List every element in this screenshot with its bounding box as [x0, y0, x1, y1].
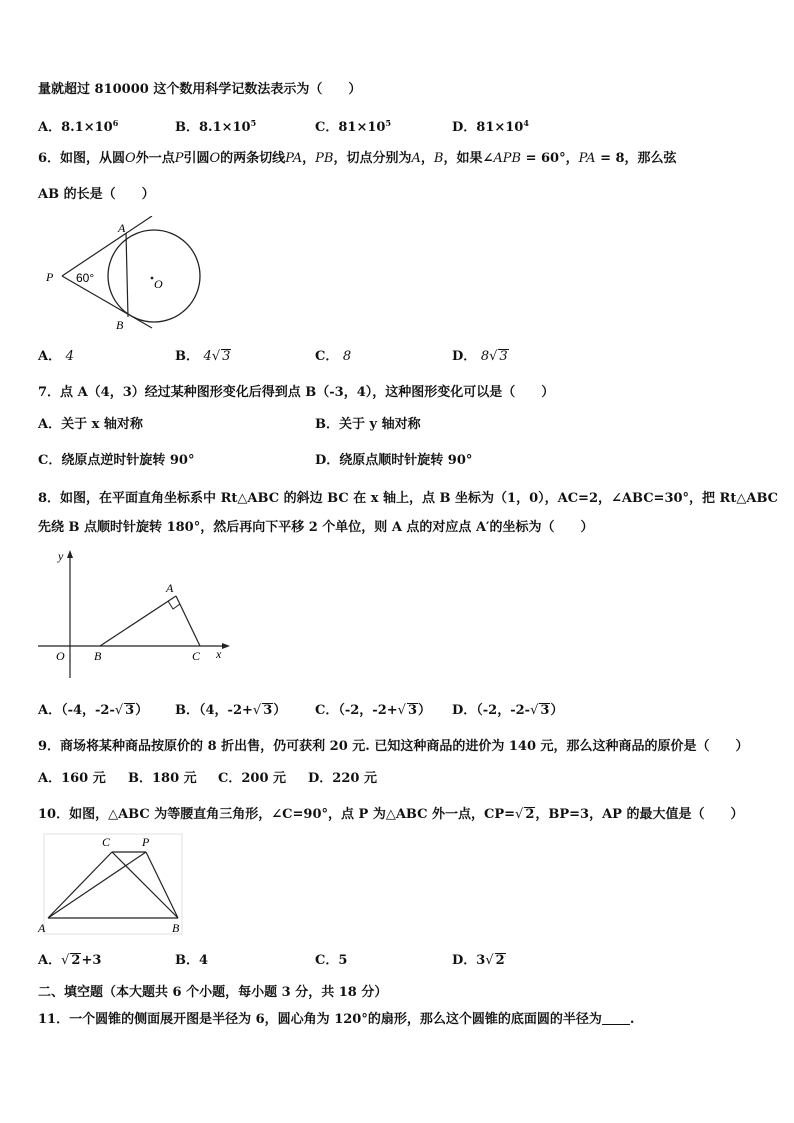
q5-option-c: C．$81\times 10^5$ — [315, 118, 392, 135]
q5-option-b: B．$8.1\times 10^5$ — [175, 118, 257, 135]
q8-figure — [36, 548, 236, 680]
q10-segment-ap — [48, 852, 146, 918]
q6-option-c: C． 8 — [315, 349, 352, 364]
q10-option-b: B．4 — [175, 953, 209, 968]
q8-option-d: D．（-2，-2-√ 3） — [452, 703, 564, 718]
q7-stem: 7．点 A（4，3）经过某种图形变化后得到点 B（-3，4），这种图形变化可以是（ ） — [38, 385, 555, 400]
q10-side-cb — [112, 852, 178, 918]
q8-label-o: O — [56, 649, 65, 663]
q10-stem: 10．如图，△ABC 为等腰直角三角形，∠C=90°，点 P 为△ABC 外一点，CP=√ 2，BP=3，AP 的最大值是（ ） — [38, 807, 744, 822]
q7-option-b: B．关于 y 轴对称 — [315, 417, 421, 432]
section2-title: 二、填空题（本大题共 6 个小题，每小题 3 分，共 18 分） — [38, 985, 388, 1000]
q10-option-d: D．3√ 2 — [452, 953, 505, 968]
q6-tangent-pa — [62, 216, 152, 276]
q8-side-ba — [100, 596, 176, 646]
q8-label-y: y — [58, 549, 64, 563]
q7-option-a: A．关于 x 轴对称 — [38, 417, 143, 432]
q10-label-b: B — [172, 921, 180, 935]
q9-option-c: C．200 元 — [218, 771, 287, 786]
q8-side-ac — [176, 596, 200, 646]
q9-option-a: A．160 元 — [38, 771, 106, 786]
q10-side-ac — [48, 852, 112, 918]
q6-stem-line1: 6．如图，从圆O外一点P引圆O的两条切线PA，PB，切点分别为A，B，如果∠APB = 60°，PA = 8，那么弦 — [38, 151, 677, 166]
q6-label-p: P — [46, 270, 54, 284]
q8-label-b: B — [94, 649, 102, 663]
q8-stem-line2: 先绕 B 点顺时针旋转 180°，然后再向下平移 2 个单位，则 A 点的对应点 A′的坐标为（ ） — [38, 520, 594, 535]
q6-option-d: D． 8√ 3 — [452, 349, 508, 364]
q10-label-p: P — [142, 835, 150, 849]
q10-option-c: C．5 — [315, 953, 348, 968]
q6-option-a: A． 4 — [38, 349, 74, 364]
q8-label-x: x — [216, 647, 222, 661]
q9-option-b: B．180 元 — [128, 771, 197, 786]
q8-option-a: A．（-4，-2-√ 3） — [38, 703, 149, 718]
q7-option-c: C．绕原点逆时针旋转 90° — [38, 453, 195, 468]
q7-option-d: D．绕原点顺时针旋转 90° — [315, 453, 473, 468]
q8-right-angle-mark — [168, 601, 180, 609]
q10-option-a: A．√ 2+3 — [38, 953, 102, 968]
q9-option-d: D．220 元 — [308, 771, 377, 786]
q10-segment-pb — [146, 852, 178, 918]
q5-stem: 量就超过 810000 这个数用科学记数法表示为（ ） — [38, 82, 362, 97]
q5-option-a: A．$8.1\times 10^6$ — [38, 118, 119, 135]
q10-label-a: A — [38, 921, 46, 935]
q6-label-a: A — [118, 221, 126, 235]
q6-label-o: O — [154, 277, 163, 291]
q10-label-c: C — [102, 835, 111, 849]
q8-y-arrow — [67, 550, 73, 558]
q8-x-arrow — [222, 643, 230, 649]
q6-angle-label: 60° — [76, 271, 95, 285]
q6-stem-line2: AB 的长是（ ） — [38, 187, 155, 202]
q6-figure — [38, 216, 208, 336]
q9-stem: 9．商场将某种商品按原价的 8 折出售，仍可获利 20 元. 已知这种商品的进价为 140 元，那么这种商品的原价是（ ） — [38, 739, 749, 754]
q5-option-d: D．$81\times 10^4$ — [452, 118, 529, 135]
q8-label-a: A — [166, 581, 174, 595]
q11-stem: 11．一个圆锥的侧面展开图是半径为 6，圆心角为 120°的扇形，那么这个圆锥的底面圆的半径为 . — [38, 1012, 635, 1027]
q8-stem-line1: 8．如图，在平面直角坐标系中 Rt△ABC 的斜边 BC 在 x 轴上，点 B 坐标为（1，0），AC=2，∠ABC=30°，把 Rt△ABC — [38, 491, 779, 506]
q8-option-c: C．（-2，-2+√ 3） — [315, 703, 431, 718]
q6-circle — [108, 230, 200, 322]
q10-figure — [36, 832, 186, 936]
q8-label-c: C — [192, 649, 201, 663]
q6-label-b: B — [116, 318, 124, 332]
q6-chord-ab — [126, 233, 128, 317]
q6-center-dot — [151, 277, 154, 280]
q8-option-b: B．（4，-2+√ 3） — [175, 703, 287, 718]
q6-option-b: B． 4√ 3 — [175, 349, 231, 364]
q11-answer-blank — [602, 1012, 630, 1025]
